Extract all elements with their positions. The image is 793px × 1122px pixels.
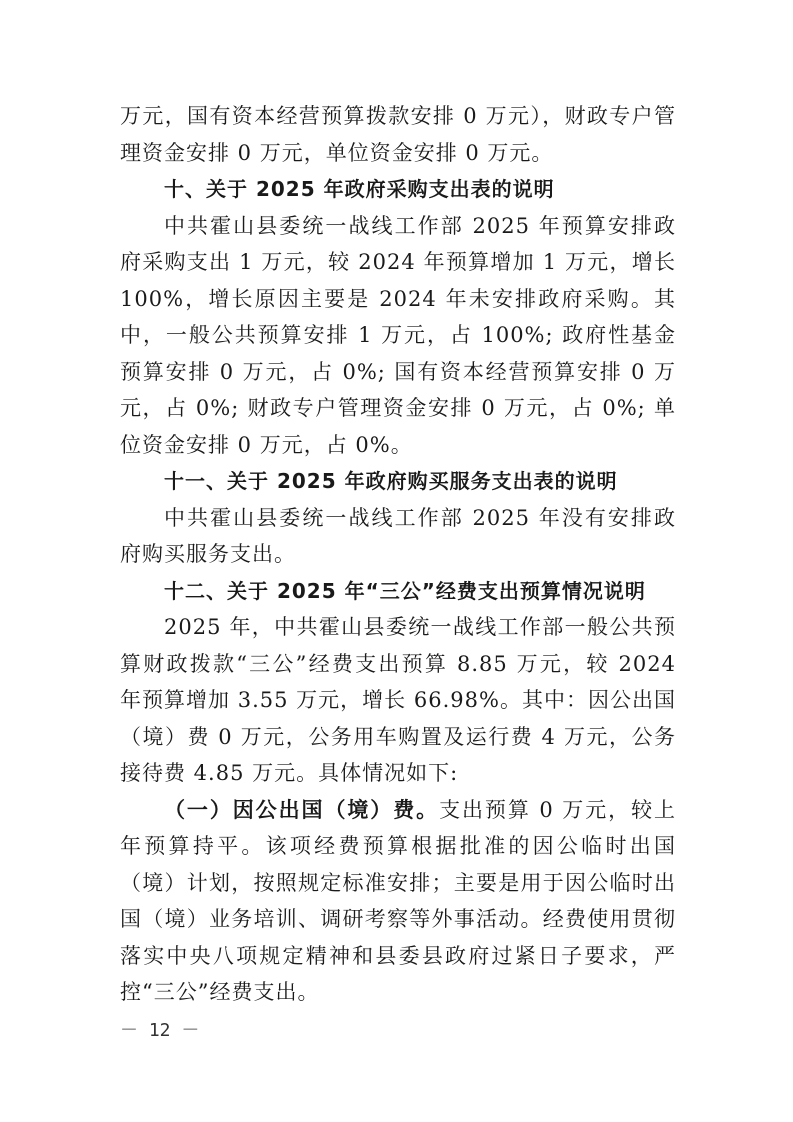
paragraph-overseas-travel	[120, 792, 676, 1011]
page-number: － 12 －	[120, 1020, 200, 1041]
document-body	[120, 98, 676, 1011]
subsection-lead: （一）因公出国（境）费。	[164, 796, 440, 822]
paragraph-three-public-expenses: 2025 年，中共霍山县委统一战线工作部一般公共预算财政拨款“三公”经费支出预算 8.85 万元，较 2024 年预算增加 3.55 万元，增长 66.98%。其中：因公出国（境）费 0 万元，公务用车购置及运行费 4 万元，公务接待费 4.85 万元。具体情况如下:	[120, 615, 676, 785]
subsection-body: 支出预算 0 万元，较上年预算持平。该项经费预算根据批准的因公临时出国（境）计划，按照规定标准安排；主要是用于因公临时出国（境）业务培训、调研考察等外事活动。经费使用贯彻落实中央八项规定精神和县委县政府过紧日子要求，严控“三公”经费支出。	[120, 797, 676, 1004]
paragraph-procurement: 中共霍山县委统一战线工作部 2025 年预算安排政府采购支出 1 万元，较 2024 年预算增加 1 万元，增长 100%，增长原因主要是 2024 年未安排政府采购。其中，一般公共预算安排 1 万元，占 100%; 政府性基金预算安排 0 万元，占 0%; 国有资本经营预算安排 0 万元，占 0%; 财政专户管理资金安排 0 万元，占 0%; 单位资金安排 0 万元，占 0%。	[120, 213, 676, 457]
section-heading-12: 十二、关于 2025 年“三公”经费支出预算情况说明	[164, 578, 646, 603]
section-heading-10: 十、关于 2025 年政府采购支出表的说明	[164, 177, 555, 201]
paragraph-continued: 万元，国有资本经营预算拨款安排 0 万元），财政专户管理资金安排 0 万元，单位资金安排 0 万元。	[120, 104, 676, 165]
paragraph-service-purchase: 中共霍山县委统一战线工作部 2025 年没有安排政府购买服务支出。	[120, 505, 676, 566]
section-heading-11: 十一、关于 2025 年政府购买服务支出表的说明	[164, 469, 618, 493]
